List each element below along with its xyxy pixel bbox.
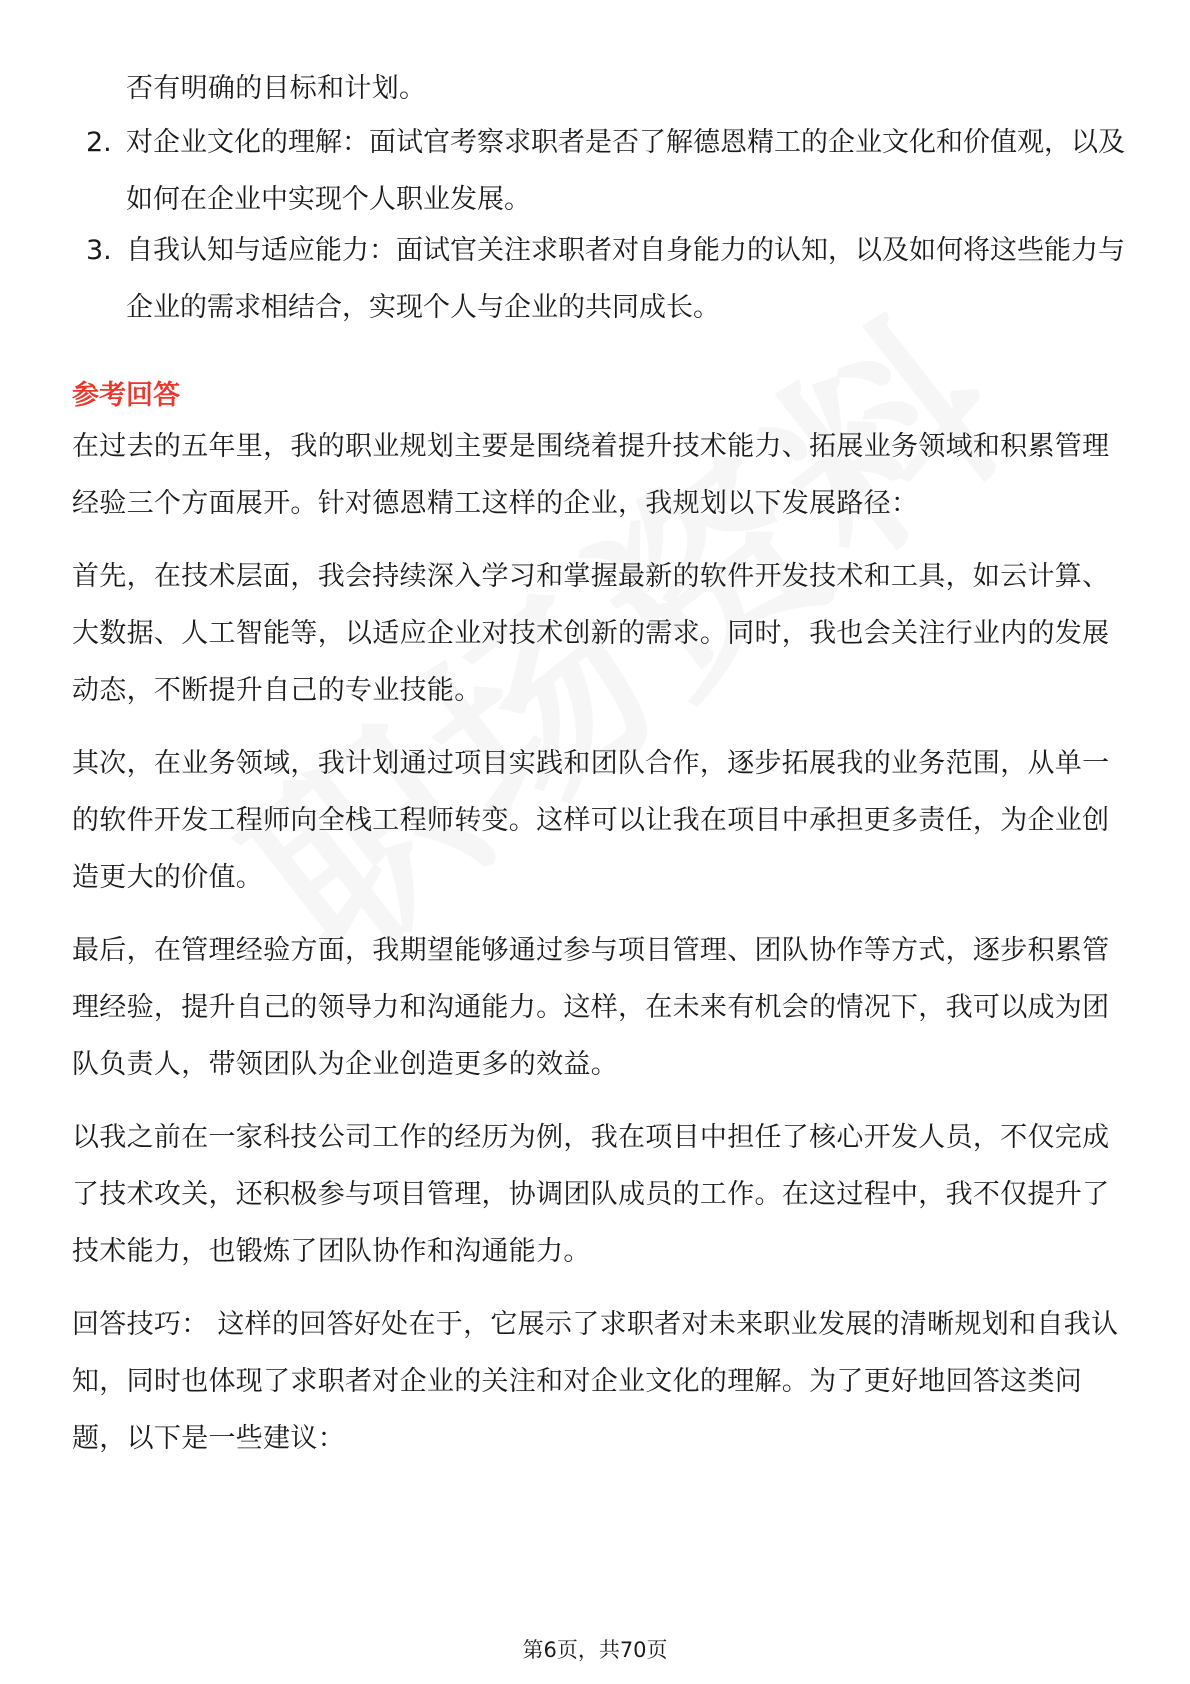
paragraph: 其次，在业务领域，我计划通过项目实践和团队合作，逐步拓展我的业务范围，从单一的软件开发工程师向全栈工程师转变。这样可以让我在项目中承担更多责任，为企业创造更大的价值。 [72,748,1110,893]
paragraph: 最后，在管理经验方面，我期望能够通过参与项目管理、团队协作等方式，逐步积累管理经验，提升自己的领导力和沟通能力。这样，在未来有机会的情况下，我可以成为团队负责人，带领团队为企业创造更多的效益。 [72,935,1110,1080]
list-item [86,114,1126,228]
paragraph: 以我之前在一家科技公司工作的经历为例，我在项目中担任了核心开发人员，不仅完成了技术攻关，还积极参与项目管理，协调团队成员的工作。在这过程中，我不仅提升了技术能力，也锻炼了团队协作和沟通能力。 [72,1122,1110,1267]
paragraph: 回答技巧： 这样的回答好处在于，它展示了求职者对未来职业发展的清晰规划和自我认知，同时也体现了求职者对企业的关注和对企业文化的理解。为了更好地回答这类问题，以下是一些建议： [72,1309,1119,1454]
paragraph: 在过去的五年里，我的职业规划主要是围绕着提升技术能力、拓展业务领域和积累管理经验三个方面展开。针对德恩精工这样的企业，我规划以下发展路径： [72,431,1110,519]
page-footer: 第6页，共70页 [522,1638,668,1662]
list-number: 2. [86,127,112,158]
list-item [86,222,1126,336]
section-heading: 参考回答 [72,380,180,411]
continuation-text: 否有明确的目标和计划。 [126,73,427,104]
list-text: 对企业文化的理解：面试官考察求职者是否了解德恩精工的企业文化和价值观，以及如何在企业中实现个人职业发展。 [126,127,1125,215]
paragraph: 首先，在技术层面，我会持续深入学习和掌握最新的软件开发技术和工具，如云计算、大数据、人工智能等，以适应企业对技术创新的需求。同时，我也会关注行业内的发展动态，不断提升自己的专业技能。 [72,561,1110,706]
list-number: 3. [86,235,112,266]
list-text: 自我认知与适应能力：面试官关注求职者对自身能力的认知，以及如何将这些能力与企业的需求相结合，实现个人与企业的共同成长。 [126,235,1125,323]
